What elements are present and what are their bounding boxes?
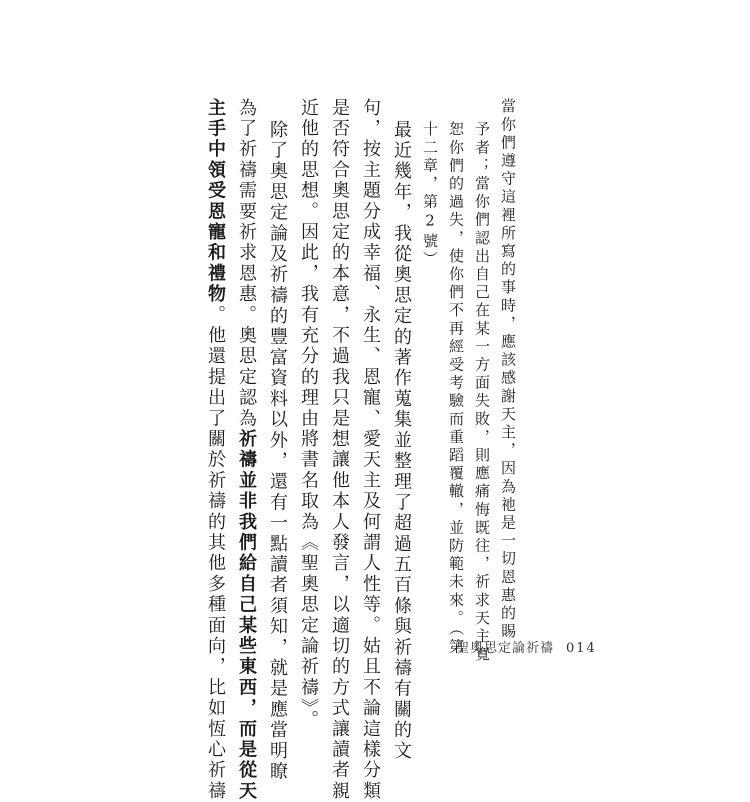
quote-line-4: 十二章，第2號）	[421, 121, 439, 269]
paragraph-2-line-1: 除了奧思定論及祈禱的豐富資料以外，還有一點讀者須知，就是應當明瞭	[267, 120, 288, 783]
paragraph-2-line-3	[206, 98, 224, 802]
page-footer	[456, 637, 597, 656]
paragraph-1-line-1: 最近幾年，我從奧思定的著作蒐集並整理了超過五百條與祈禱有關的文	[391, 120, 412, 762]
page-number: 014	[566, 641, 597, 656]
quote-line-3: 恕你們的過失，使你們不再經受考驗而重蹈覆轍，並防範未來。（第	[447, 121, 465, 657]
paragraph-2-line-2-emphasis: 祈禱並非我們給自己某些東西，而是從天	[236, 429, 257, 802]
paragraph-2-line-3-emphasis: 主手中領受恩寵和禮物	[205, 98, 226, 305]
paragraph-2-line-2	[237, 98, 255, 802]
running-head: 聖奧思定論祈禱	[456, 641, 555, 656]
paragraph-1-line-4: 近他的思想。因此，我有充分的理由將書名取為《聖奧思定論祈禱》。	[298, 98, 319, 731]
quote-line-2: 予者；當你們認出自己在某一方面失敗，則應痛悔既往，祈求天主寬	[473, 121, 491, 664]
paragraph-2-line-3-plain: 。他還提出了關於祈禱的其他多種面向，比如恆心祈禱	[205, 305, 226, 802]
paragraph-1-line-2: 句，按主題分成幸福、永生、恩寵、愛天主及何謂人性等。姑且不論這樣分類	[360, 98, 381, 802]
paragraph-2-line-2-plain: 為了祈禱需要祈求恩惠。奧思定認為	[236, 98, 257, 430]
paragraph-1-line-3: 是否符合奧思定的本意，不過我只是想讓他本人發言，以適切的方式讓讀者親	[329, 98, 350, 802]
quote-line-1: 當你們遵守這裡所寫的事時，應該感謝天主，因為祂是一切恩惠的賜	[499, 98, 517, 641]
